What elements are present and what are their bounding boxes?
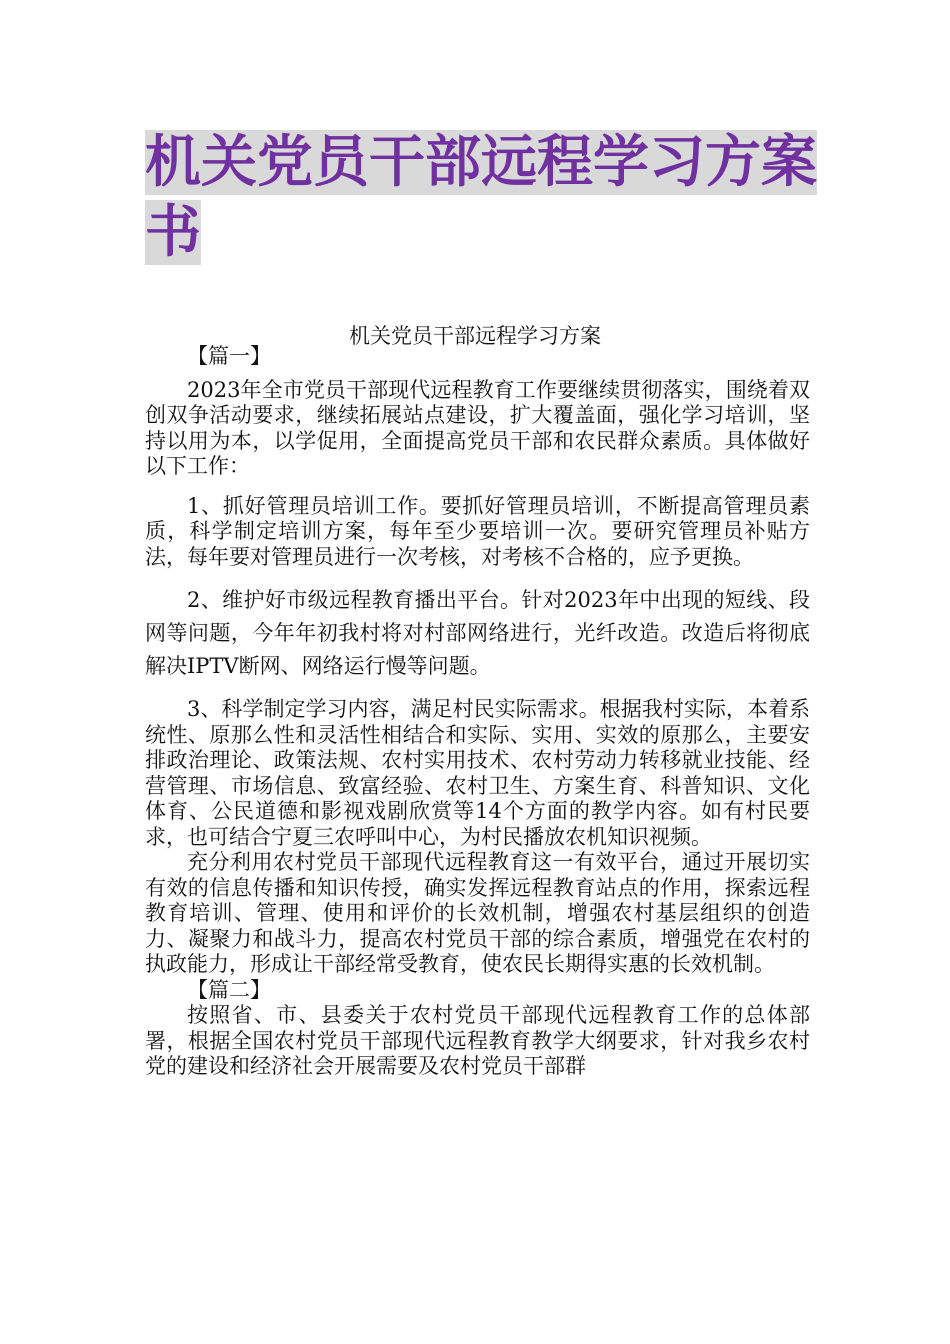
paragraph: 3、科学制定学习内容，满足村民实际需求。根据我村实际，本着系统性、原那么性和灵活性相结合和实际、实用、实效的原那么，主要安排政治理论、政策法规、农村实用技术、农村劳动力转移就业技能、经营管理、市场信息、致富经验、农村卫生、方案生育、科普知识、文化体育、公民道德和影视戏剧欣赏等14个方面的教学内容。如有村民要求，也可结合宁夏三农呼叫中心，为村民播放农机知识视频。 (145, 697, 810, 849)
section-label: 【篇一】 (187, 344, 271, 368)
document-title (145, 128, 825, 268)
paragraph: 2、维护好市级远程教育播出平台。针对2023年中出现的短线、段网等问题，今年年初我村将对村部网络进行，光纤改造。改造后将彻底解决IPTV断网、网络运行慢等问题。 (145, 588, 810, 678)
paragraph: 充分利用农村党员干部现代远程教育这一有效平台，通过开展切实有效的信息传播和知识传授，确实发挥远程教育站点的作用，探索远程教育培训、管理、使用和评价的长效机制，增强农村基层组织的创造力、凝聚力和战斗力，提高农村党员干部的综合素质，增强党在农村的执政能力，形成让干部经常受教育，使农民长期得实惠的长效机制。 (145, 850, 810, 976)
section-label: 【篇二】 (187, 977, 271, 1002)
paragraph: 1、抓好管理员培训工作。要抓好管理员培训，不断提高管理员素质，科学制定培训方案，每年至少要培训一次。要研究管理员补贴方法，每年要对管理员进行一次考核，对考核不合格的，应予更换。 (145, 493, 810, 569)
paragraph: 2023年全市党员干部现代远程教育工作要继续贯彻落实，围绕着双创双争活动要求，继续拓展站点建设，扩大覆盖面，强化学习培训，坚持以用为本，以学促用，全面提高党员干部和农民群众素质。具体做好以下工作： (145, 377, 810, 478)
document-subtitle: 机关党员干部远程学习方案 (349, 324, 601, 348)
paragraph: 按照省、市、县委关于农村党员干部现代远程教育工作的总体部署，根据全国农村党员干部现代远程教育教学大纲要求，针对我乡农村党的建设和经济社会开展需要及农村党员干部群 (145, 1003, 810, 1078)
document-body (145, 344, 810, 1080)
document-title-text: 机关党员干部远程学习方案书 (145, 130, 817, 265)
